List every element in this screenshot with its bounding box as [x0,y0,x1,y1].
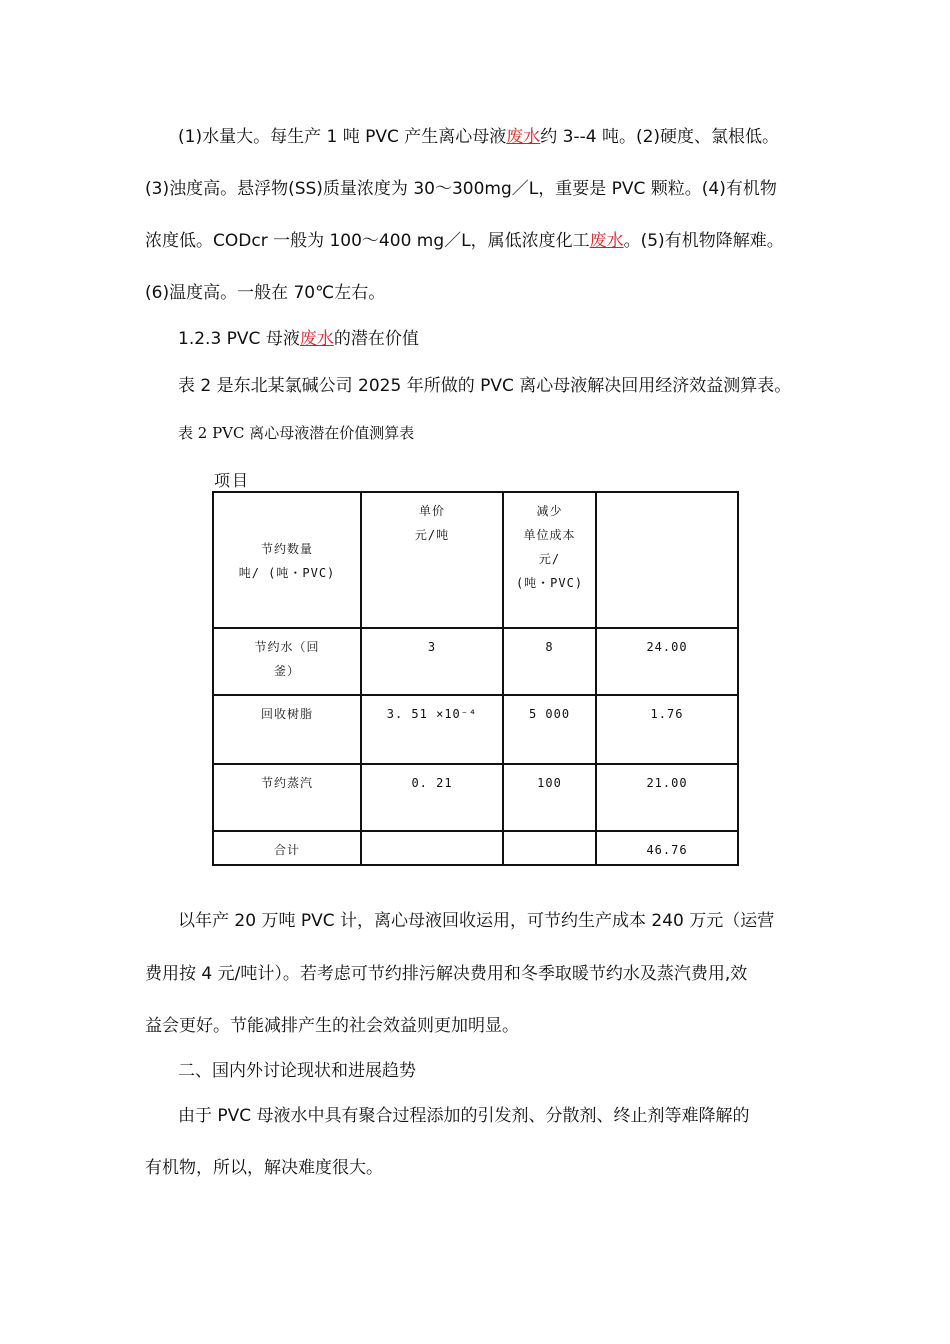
table-row [213,628,738,695]
cell-text: 3. 51 ×10⁻⁴ [386,707,478,721]
table-header-row [213,492,738,628]
cell-text: 节约蒸汽 [260,776,313,790]
paragraph-line: 费用按 4 元/吨计）。若考虑可节约排污解决费用和冬季取暖节约水及蒸汽费用,效 [145,964,748,984]
cell-text: 合计 [273,843,300,857]
table-cell [596,831,738,865]
cell-text [504,832,595,838]
cell-text: 100 [537,776,562,790]
paragraph-line: 由于 PVC 母液水中具有聚合过程添加的引发剂、分散剂、终止剂等难降解的 [178,1106,750,1126]
table-cell [213,831,361,865]
text-segment: 1.2.3 PVC 母液 [178,329,300,349]
table-cell [361,764,503,831]
header-cell [596,492,738,628]
paragraph-line [145,230,784,252]
cell-text: 回收树脂 [260,707,313,721]
table-row [213,695,738,764]
paragraph-line: 益会更好。节能减排产生的社会效益则更加明显。 [145,1016,519,1036]
text-segment: (1)水量大。每生产 1 吨 PVC 产生离心母液 [178,127,507,147]
wastewater-link[interactable]: 废水 [589,231,624,251]
table-cell [361,695,503,764]
value-table [212,491,739,866]
cell-text: 46.76 [646,843,688,857]
table-cell [596,628,738,695]
text-segment: 约 3--4 吨。(2)硬度、氯根低。 [540,127,780,147]
paragraph-line: 有机物，所以，解决难度很大。 [145,1158,383,1178]
section-heading: 二、国内外讨论现状和进展趋势 [178,1061,416,1081]
cell-text: 1.76 [650,707,684,721]
table-cell [503,628,596,695]
table-cell [361,831,503,865]
header-cell [213,492,361,628]
paragraph-line: (3)浊度高。悬浮物(SS)质量浓度为 30～300mg／L，重要是 PVC 颗粒。(4)有机物 [145,179,777,199]
table-cell [361,628,503,695]
cell-text: 5 000 [528,707,571,721]
wastewater-link[interactable]: 废水 [506,127,541,147]
table-cell [596,764,738,831]
cell-text: 0. 21 [411,776,453,790]
header-cell [361,492,503,628]
table-cell [213,764,361,831]
paragraph-line: 以年产 20 万吨 PVC 计，离心母液回收运用，可节约生产成本 240 万元（运营 [178,911,775,931]
cell-text: 节约水（回 釜） [254,640,320,678]
table-cell [503,695,596,764]
wastewater-link[interactable]: 废水 [299,329,334,349]
header-text: 减少 单位成本 元/ (吨・PVC) [515,504,584,590]
table-cell [596,695,738,764]
cell-text: 21.00 [646,776,688,790]
header-text [597,493,737,499]
text-segment: 浓度低。CODcr 一般为 100～400 mg／L，属低浓度化工 [145,231,590,251]
text-segment: 。(5)有机物降解难。 [623,231,784,251]
table-label: 项目 [214,471,251,490]
cell-text: 8 [545,640,554,654]
table-cell [213,628,361,695]
header-text: 单价 元/吨 [414,504,450,542]
table-total-row [213,831,738,865]
table-cell [213,695,361,764]
section-heading [178,328,419,350]
paragraph-line: (6)温度高。一般在 70℃左右。 [145,283,386,303]
cell-text: 24.00 [646,640,688,654]
cell-text: 3 [427,640,437,654]
table-caption: 表 2 PVC 离心母液潜在价值测算表 [178,424,415,442]
paragraph-line: 表 2 是东北某氯碱公司 2025 年所做的 PVC 离心母液解决回用经济效益测算表。 [178,376,792,396]
text-segment: 的潜在价值 [333,329,419,349]
header-cell [503,492,596,628]
paragraph-line [178,126,779,148]
cell-text [362,832,502,838]
table-row [213,764,738,831]
table-cell [503,764,596,831]
header-text: 节约数量 吨/ (吨・PVC) [238,542,336,580]
table-cell [503,831,596,865]
